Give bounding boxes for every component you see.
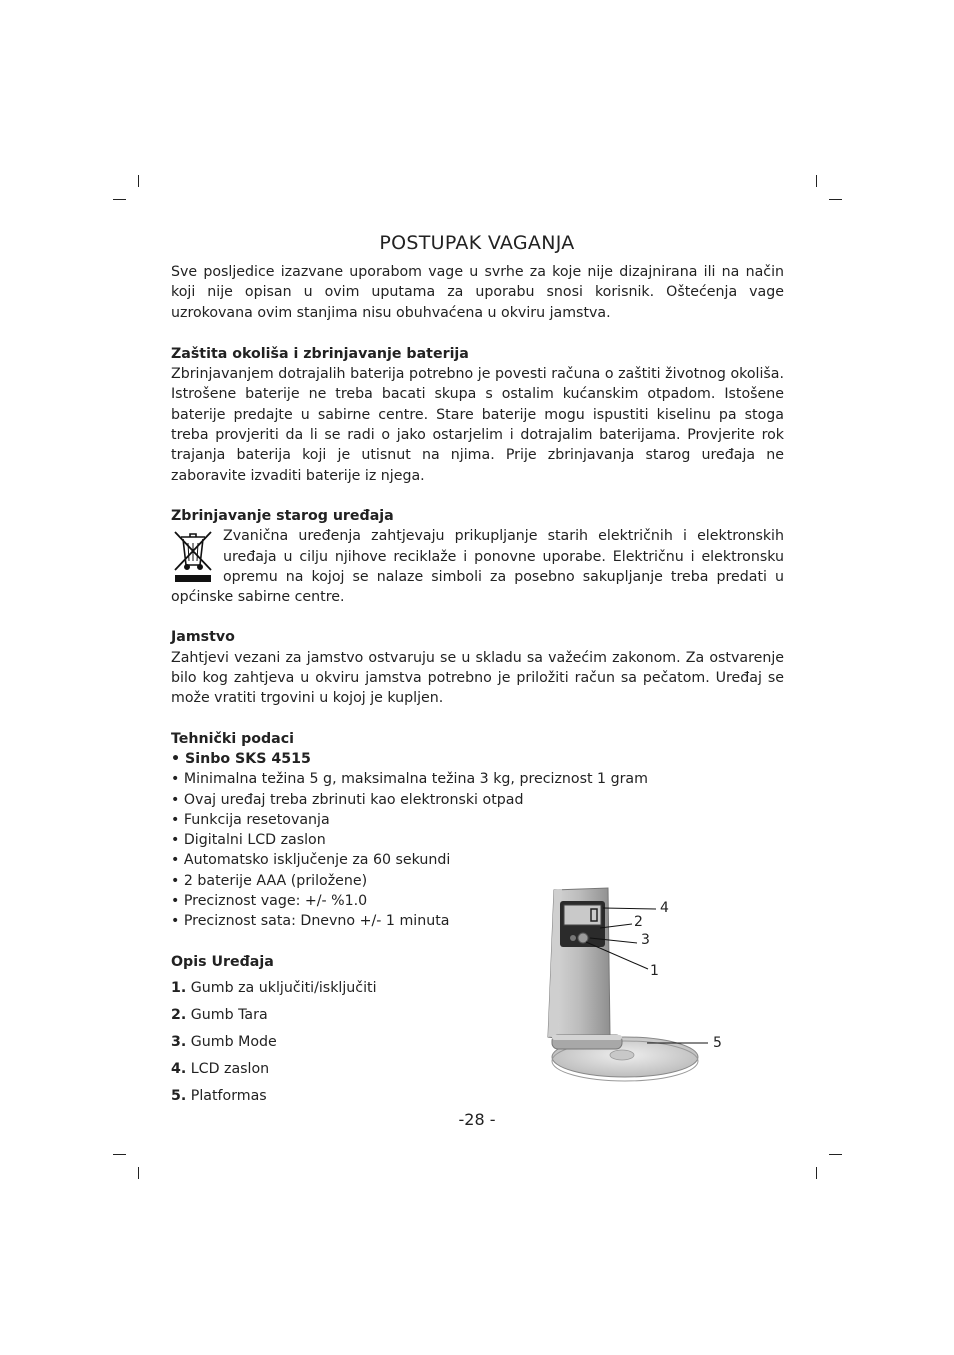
model-name: • Sinbo SKS 4515: [171, 750, 311, 767]
environment-paragraph: Zbrinjavanjem dotrajalih baterija potrebno je povesti računa o zaštiti životnog okoliša. Istrošene baterije ne treba bacati skupa s ostalim kućanskim otpadom. Istošene baterije predajte u sabirne centre. Stare baterije mogu ispustiti kiselinu pa stoga treba provjeriti da li se radi o jako ostarjelim i dotrajalim baterijama. Provjerite rok trajanja baterija koji je utisnut na njima. Prije zbrinjavanja starog uređaja ne zaboravite izvaditi baterije iz njega.: [171, 366, 784, 484]
list-item: 3. Gumb Mode: [171, 1033, 277, 1050]
disposal-block: [171, 526, 784, 607]
disposal-paragraph: Zvanična uređenja zahtjevaju prikupljanje starih električnih i elektronskih uređaja u cilju njihove reciklaže i ponovne uporabe. Električnu i elektronsku opremu na kojoj se nalaze simboli za posebno sakupljanje treba predati u općinske sabirne centre.: [171, 528, 784, 606]
crop-mark: [138, 1167, 139, 1179]
crop-mark: [113, 1154, 126, 1155]
crop-mark: [829, 199, 842, 200]
list-item: • Digitalni LCD zaslon: [171, 832, 326, 849]
list-item: • 2 baterije AAA (priložene): [171, 872, 368, 889]
page-number: -28 -: [458, 1110, 496, 1129]
warranty-paragraph: Zahtjevi vezani za jamstvo ostvaruju se u skladu sa važećim zakonom. Za ostvarenje bilo kog zahtjeva u okviru jamstva potrebno je priložiti račun sa pečatom. Uređaj se može vratiti trgovini u kojoj je kupljen.: [171, 649, 784, 707]
callout-label: 2: [634, 914, 643, 930]
callout-label: 3: [641, 932, 650, 948]
list-item: • Automatsko isključenje za 60 sekundi: [171, 852, 451, 869]
disposal-heading: Zbrinjavanje starog uređaja: [171, 507, 394, 524]
list-item: • Minimalna težina 5 g, maksimalna težina 3 kg, preciznost 1 gram: [171, 771, 648, 788]
crop-mark: [113, 199, 126, 200]
environment-heading: Zaštita okoliša i zbrinjavanje baterija: [171, 345, 469, 362]
list-item: 2. Gumb Tara: [171, 1006, 268, 1023]
intro-paragraph: Sve posljedice izazvane uporabom vage u svrhe za koje nije dizajnirana ili na način koji nije opisan u ovim uputama za uporabu snosi korisnik. Oštećenja vage uzrokovana ovim stanjima nisu obuhvaćena u okviru jamstva.: [171, 264, 784, 321]
crossed-bin-icon: [171, 528, 217, 584]
list-item: • Ovaj uređaj treba zbrinuti kao elektronski otpad: [171, 791, 524, 808]
callout-label: 4: [660, 900, 669, 916]
list-item: • Funkcija resetovanja: [171, 811, 330, 828]
crop-mark: [829, 1154, 842, 1155]
crop-mark: [816, 175, 817, 187]
list-item: • Preciznost vage: +/- %1.0: [171, 893, 368, 910]
list-item: 5. Platformas: [171, 1087, 267, 1104]
description-heading: Opis Uređaja: [171, 953, 274, 970]
list-item: 4. LCD zaslon: [171, 1060, 270, 1077]
warranty-heading: Jamstvo: [171, 629, 235, 646]
crop-mark: [138, 175, 139, 187]
page-title: POSTUPAK VAGANJA: [379, 232, 575, 254]
list-item: 1. Gumb za uključiti/isključiti: [171, 979, 377, 996]
list-item: • Preciznost sata: Dnevno +/- 1 minuta: [171, 913, 450, 930]
crop-mark: [816, 1167, 817, 1179]
callout-label: 1: [650, 963, 659, 979]
technical-heading: Tehnički podaci: [171, 730, 295, 747]
scale-illustration: [540, 885, 725, 1100]
callout-label: 5: [713, 1035, 722, 1051]
